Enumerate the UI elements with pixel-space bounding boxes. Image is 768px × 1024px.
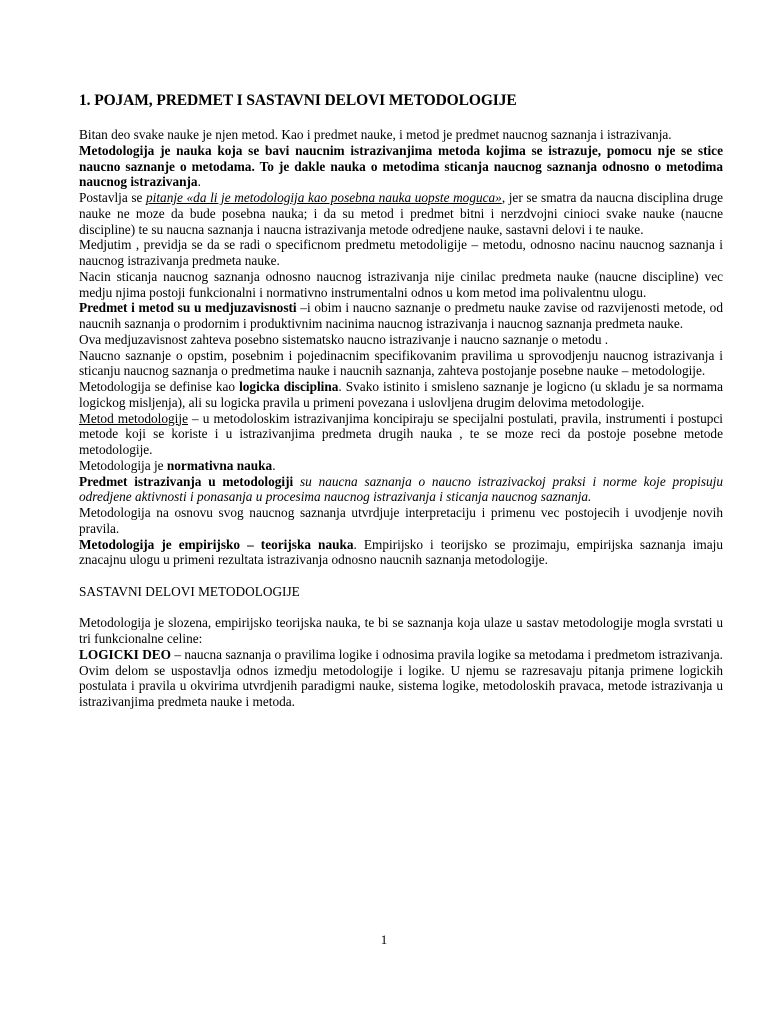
paragraph xyxy=(79,505,723,537)
paragraph-text: Nacin sticanja naucnog saznanja odnosno naucnog istrazivanja nije cinilac predmeta nauke (naucne discipline) vec medju njima postoji funkcionalni i normativno instrumentalni odnos u kom metod ima polivalentnu ulogu. xyxy=(79,268,723,300)
paragraph-text: – u metodoloskim istrazivanjima koncipiraju se specijalni postulati, pravila, instrumenti i postupci metode koji se koriste i u istrazivanjima predmeta drugih nauka , te se moze reci da postoje posebne metode metodologije. xyxy=(79,410,723,457)
paragraph xyxy=(79,237,723,269)
paragraph-text: Postavlja se xyxy=(79,190,147,205)
paragraph-text: Metodologija na osnovu svog naucnog saznanja utvrdjuje interpretaciju i primenu vec postojecih i uvodjenje novih pravila. xyxy=(79,505,723,536)
bold-term: logicka disciplina xyxy=(239,379,339,394)
section-title: SASTAVNI DELOVI METODOLOGIJE xyxy=(79,583,300,599)
paragraph-text: Ova medjuzavisnost zahteva posebno sistematsko naucno istrazivanje i naucno saznanje o metodu . xyxy=(79,331,609,347)
paragraph xyxy=(79,537,723,569)
bold-term: normativna nauka xyxy=(166,457,273,473)
paragraph-text: Metodologija se definise kao xyxy=(79,379,240,394)
underlined-question: pitanje «da li je metodologija kao posebna nauka uopste moguca» xyxy=(146,190,502,205)
paragraph-text: , jer se smatra da naucna disciplina druge nauke ne moze da bude posebna nauka; i da su metod i predmet bitni i nerzdvojni cinioci svake nauke (naucne discipline) te su naucna saznanja i naucna istrazivanja metode odredjene nauke, sastavni delovi i te nauke. xyxy=(79,190,723,237)
paragraph xyxy=(79,474,723,506)
page-number: 1 xyxy=(380,932,388,947)
paragraph-text: Medjutim , previdja se da se radi o specificnom predmetu metodoligije – metodu, odnosno nacinu naucnog saznanja i naucnog istrazivanja predmeta nauke. xyxy=(79,237,723,268)
paragraph-text: –i obim i naucno saznanje o predmetu nauke zavise od razvijenosti metode, od naucnih saznanja o prodornim i produktivnim nacinima naucnog istrazivanja i naucnog saznanja predmeta nauke. xyxy=(79,300,723,331)
paragraph-text: . xyxy=(197,174,201,190)
paragraph-text: Naucno saznanje o opstim, posebnim i pojedinacnim specifikovanim pravilima u sprovodjenju naucnog istrazivanja i sticanju naucnog saznanja o predmetima nauke i naucnih saznanja, zahteva postojanje posebne nauke – metodologije. xyxy=(79,347,723,379)
bold-definition: Metodologija je nauka koja se bavi naucnim istrazivanjima metoda kojima se istrazuje, pomocu nje se stice naucno saznanje o metodama. To je dakle nauka o metodima sticanja naucnog saznanja odnosno o metodima naucnog istrazivanja xyxy=(79,142,723,190)
bold-term: LOGICKI DEO xyxy=(79,646,172,662)
document-body xyxy=(79,127,723,710)
paragraph-text: Bitan deo svake nauke je njen metod. Kao i predmet nauke, i metod je predmet naucnog saznanja i istrazivanja. xyxy=(79,127,672,142)
bold-term: Predmet i metod su u medjuzavisnosti xyxy=(79,300,297,316)
paragraph xyxy=(79,379,723,411)
italic-text: su naucna saznanja o naucno istrazivackoj praksi i norme koje propisuju odredjene aktivnosti i ponasanja u procesima naucnog istrazivanja i sticanja naucnog saznanja. xyxy=(79,473,723,505)
paragraph xyxy=(79,411,723,458)
paragraph xyxy=(79,127,723,143)
spacer xyxy=(79,568,723,584)
paragraph xyxy=(79,458,723,474)
paragraph xyxy=(79,300,723,332)
paragraph-text: . Svako istinito i smisleno saznanje je logicno (u skladu je sa normama logickog misljenja), ali su logicka pravila u primeni povezana i uslovljena drugim delovima metodologije. xyxy=(79,379,723,410)
bold-term: Metodologija je empirijsko – teorijska nauka xyxy=(79,536,354,552)
paragraph xyxy=(79,348,723,380)
paragraph xyxy=(79,269,723,301)
paragraph xyxy=(79,190,723,237)
paragraph-text: . Empirijsko i teorijsko se prozimaju, empirijska saznanja imaju znacajnu ulogu u primeni rezultata istrazivanja odnosno naucnih saznanja metodologije. xyxy=(79,536,723,568)
paragraph xyxy=(79,143,723,190)
chapter-heading: 1. POJAM, PREDMET I SASTAVNI DELOVI METODOLOGIJE xyxy=(79,92,517,109)
paragraph-text: – naucna saznanja o pravilima logike i odnosima pravila logike sa metodama i predmetom istrazivanja. Ovim delom se uspostavlja odnos izmedju metodologije i logike. U njemu se razresavaju pitanja primene logickih postulata i pravila u okvirima utvrdjenih paradigmi nauke, sistema logike, metodoloskih pravaca, metode istrazivanja u istrazivanjima predmeta nauke i metoda. xyxy=(79,646,723,709)
paragraph-text: Metodologija je xyxy=(79,457,167,473)
paragraph xyxy=(79,332,723,348)
paragraph xyxy=(79,615,723,647)
underlined-term: Metod metodologije xyxy=(79,410,188,426)
paragraph-text: . xyxy=(272,457,276,473)
paragraph-text: Metodologija je slozena, empirijsko teorijska nauka, te bi se saznanja koja ulaze u sastav metodologije mogla svrstati u tri funkcionalne celine: xyxy=(79,615,723,646)
bold-term: Predmet istrazivanja u metodologiji xyxy=(79,473,294,489)
paragraph xyxy=(79,647,723,710)
spacer xyxy=(79,600,723,616)
